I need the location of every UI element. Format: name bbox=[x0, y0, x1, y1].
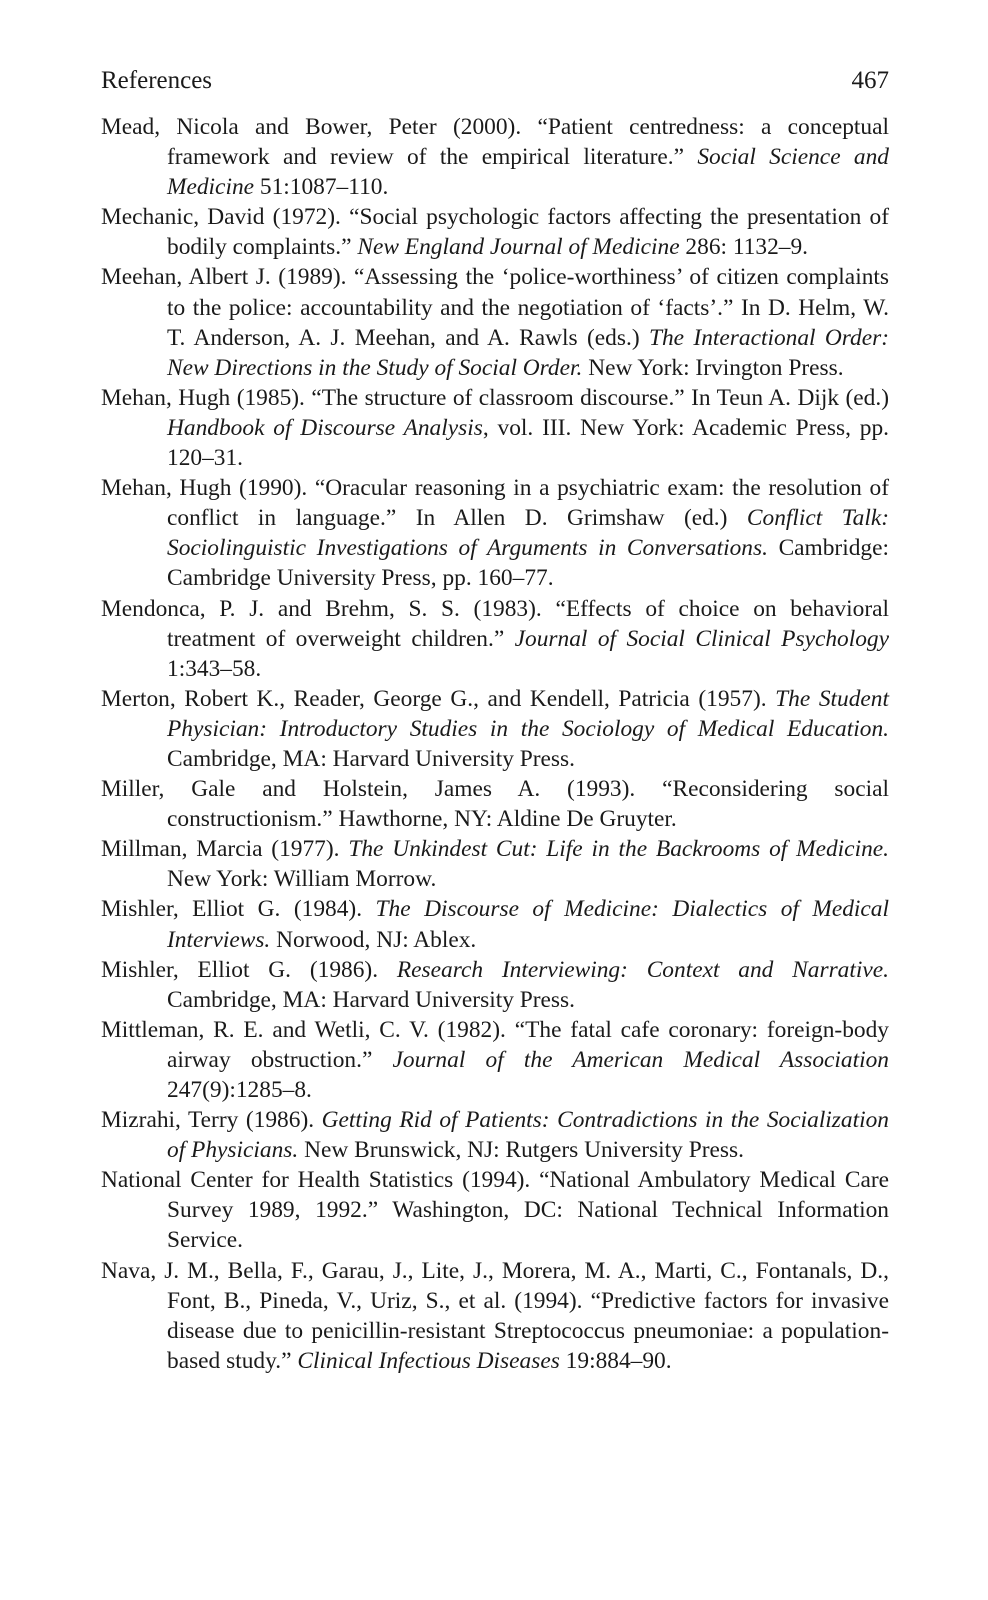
section-title: References bbox=[101, 67, 213, 94]
page-number: 467 bbox=[851, 67, 889, 94]
reference-entry: Mizrahi, Terry (1986). Getting Rid of Patients: Contradictions in the Socialization of Physicians. New Brunswick, NJ: Rutgers University Press. bbox=[101, 1107, 889, 1164]
running-head bbox=[101, 62, 889, 112]
reference-entry: Miller, Gale and Holstein, James A. (1993). “Reconsidering social constructionism.” Hawthorne, NY: Aldine De Gruyter. bbox=[101, 776, 889, 833]
reference-entry: National Center for Health Statistics (1994). “National Ambulatory Medical Care Survey 1989, 1992.” Washington, DC: National Technical Information Service. bbox=[101, 1167, 889, 1254]
reference-entry: Nava, J. M., Bella, F., Garau, J., Lite, J., Morera, M. A., Marti, C., Fontanals, D., Font, B., Pineda, V., Uriz, S., et al. (1994). “Predictive factors for invasive disease due to penicillin-resistant Streptococcus pneumoniae: a population-based study.” Clinical Infectious Diseases 19:884–90. bbox=[101, 1257, 889, 1374]
reference-list bbox=[101, 112, 889, 1376]
book-page bbox=[101, 62, 889, 1376]
reference-entry: Mishler, Elliot G. (1984). The Discourse of Medicine: Dialectics of Medical Interviews. Norwood, NJ: Ablex. bbox=[101, 896, 890, 953]
reference-entry: Mechanic, David (1972). “Social psychologic factors affecting the presentation of bodily complaints.” New England Journal of Medicine 286: 1132–9. bbox=[101, 204, 889, 261]
reference-entry: Mehan, Hugh (1990). “Oracular reasoning in a psychiatric exam: the resolution of conflict in language.” In Allen D. Grimshaw (ed.) Conflict Talk: Sociolinguistic Investigations of Arguments in Conversations. Cambridge: Cambridge University Press, pp. 160–77. bbox=[101, 475, 889, 592]
reference-entry: Millman, Marcia (1977). The Unkindest Cut: Life in the Backrooms of Medicine. New York: William Morrow. bbox=[101, 836, 889, 893]
reference-entry: Mendonca, P. J. and Brehm, S. S. (1983). “Effects of choice on behavioral treatment of overweight children.” Journal of Social Clinical Psychology 1:343–58. bbox=[101, 595, 889, 682]
reference-entry: Meehan, Albert J. (1989). “Assessing the ‘police-worthiness’ of citizen complaints to the police: accountability and the negotiation of ‘facts’.” In D. Helm, W. T. Anderson, A. J. Meehan, and A. Rawls (eds.) The Interactional Order: New Directions in the Study of Social Order. New York: Irvington Press. bbox=[101, 264, 889, 381]
reference-entry: Merton, Robert K., Reader, George G., and Kendell, Patricia (1957). The Student Physician: Introductory Studies in the Sociology of Medical Education. Cambridge, MA: Harvard University Press. bbox=[101, 685, 889, 772]
reference-entry: Mehan, Hugh (1985). “The structure of classroom discourse.” In Teun A. Dijk (ed.) Handbook of Discourse Analysis, vol. III. New York: Academic Press, pp. 120–31. bbox=[101, 384, 889, 472]
reference-entry: Mead, Nicola and Bower, Peter (2000). “Patient centredness: a conceptual framework and review of the empirical literature.” Social Science and Medicine 51:1087–110. bbox=[101, 114, 889, 201]
reference-entry: Mishler, Elliot G. (1986). Research Interviewing: Context and Narrative. Cambridge, MA: Harvard University Press. bbox=[101, 956, 889, 1013]
reference-entry: Mittleman, R. E. and Wetli, C. V. (1982). “The fatal cafe coronary: foreign-body airway obstruction.” Journal of the American Medical Association 247(9):1285–8. bbox=[101, 1016, 890, 1103]
